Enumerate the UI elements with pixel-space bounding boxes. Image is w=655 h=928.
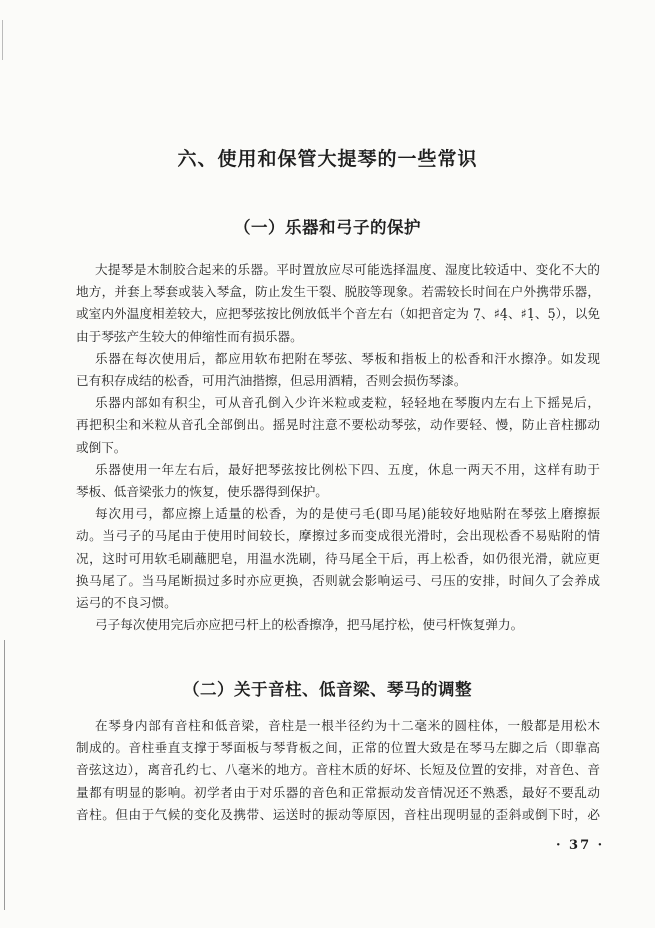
text-line: 乐器使用一年左右后，最好把琴弦按比例松下四、五度，休息一两天不用，这样有助于	[95, 461, 600, 477]
paragraph	[76, 614, 600, 636]
text-line: 或室内外温度相差较大，应把琴弦按比例放低半个音左右（如把音定为 7̣、♯4̣、♯1̣、5̣），以免	[76, 306, 600, 322]
text-line: 已有积存成结的松香，可用汽油揩擦，但忌用酒精，否则会损伤琴漆。	[76, 373, 467, 389]
paragraph	[76, 503, 600, 614]
section-heading: （二）关于音柱、低音梁、琴马的调整	[183, 680, 472, 699]
chapter-title: 六、使用和保管大提琴的一些常识	[177, 148, 478, 170]
text-line: 动。当弓子的马尾由于使用时间较长，摩擦过多而变成很光滑时，会出现松香不易贴附的情	[76, 528, 600, 544]
text-line: 由于琴弦产生较大的伸缩性而有损乐器。	[76, 328, 303, 344]
text-line: 况，这时可用软毛刷蘸肥皂，用温水洗刷，待马尾全干后，再上松香，如仍很光滑，就应更	[76, 550, 600, 566]
paragraph	[76, 715, 600, 826]
text-line: 大提琴是木制胶合起来的乐器。平时置放应尽可能选择温度、湿度比较适中、变化不大的	[95, 262, 600, 277]
text-line: 运弓的不良习惯。	[76, 595, 177, 611]
text-line: 每次用弓，都应擦上适量的松香，为的是使弓毛(即马尾)能较好地贴附在琴弦上磨擦振	[95, 506, 600, 522]
text-line: 换马尾了。当马尾断损过多时亦应更换，否则就会影响运弓、弓压的安排，时间久了会养成	[76, 572, 600, 588]
scan-edge-mark	[2, 20, 3, 60]
text-line: 再把积尘和米粒从音孔全部倒出。摇晃时注意不要松动琴弦，动作要轻、慢，防止音柱挪动	[76, 417, 600, 433]
section-body	[76, 715, 600, 826]
section-body	[76, 259, 600, 636]
text-line: 乐器内部如有积尘，可从音孔倒入少许米粒或麦粒，轻轻地在琴腹内左右上下摇晃后，	[95, 395, 600, 411]
paragraph	[76, 459, 600, 503]
text-line: 量都有明显的影响。初学者由于对乐器的音色和正常振动发音情况还不熟悉，最好不要乱动	[76, 784, 600, 800]
text-line: 音弦这边），离音孔约七、八毫米的地方。音柱木质的好坏、长短及位置的安排，对音色、音	[76, 762, 600, 778]
page-number: · 37 ·	[556, 838, 605, 853]
text-line: 乐器在每次使用后，都应用软布把附在琴弦、琴板和指板上的松香和汗水擦净。如发现	[95, 350, 600, 366]
text-line: 制成的。音柱垂直支撑于琴面板与琴背板之间，正常的位置大致是在琴马左脚之后（即靠高	[76, 740, 600, 756]
paragraph	[76, 348, 600, 392]
section-heading: （一）乐器和弓子的保护	[234, 218, 421, 237]
paragraph	[76, 259, 600, 348]
text-line: 音柱。但由于气候的变化及携带、运送时的振动等原因，音柱出现明显的歪斜或倒下时，必	[76, 806, 600, 822]
text-line: 地方，并套上琴套或装入琴盒，防止发生干裂、脱胶等现象。若需较长时间在户外携带乐器，	[76, 284, 600, 300]
paragraph	[76, 392, 600, 459]
text-line: 弓子每次使用完后亦应把弓杆上的松香擦净，把马尾拧松，使弓杆恢复弹力。	[95, 617, 524, 633]
text-line: 或倒下。	[76, 439, 127, 455]
text-line: 在琴身内部有音柱和低音梁，音柱是一根半径约为十二毫米的圆柱体，一般都是用松木	[95, 718, 600, 733]
text-line: 琴板、低音梁张力的恢复，使乐器得到保护。	[76, 484, 328, 500]
